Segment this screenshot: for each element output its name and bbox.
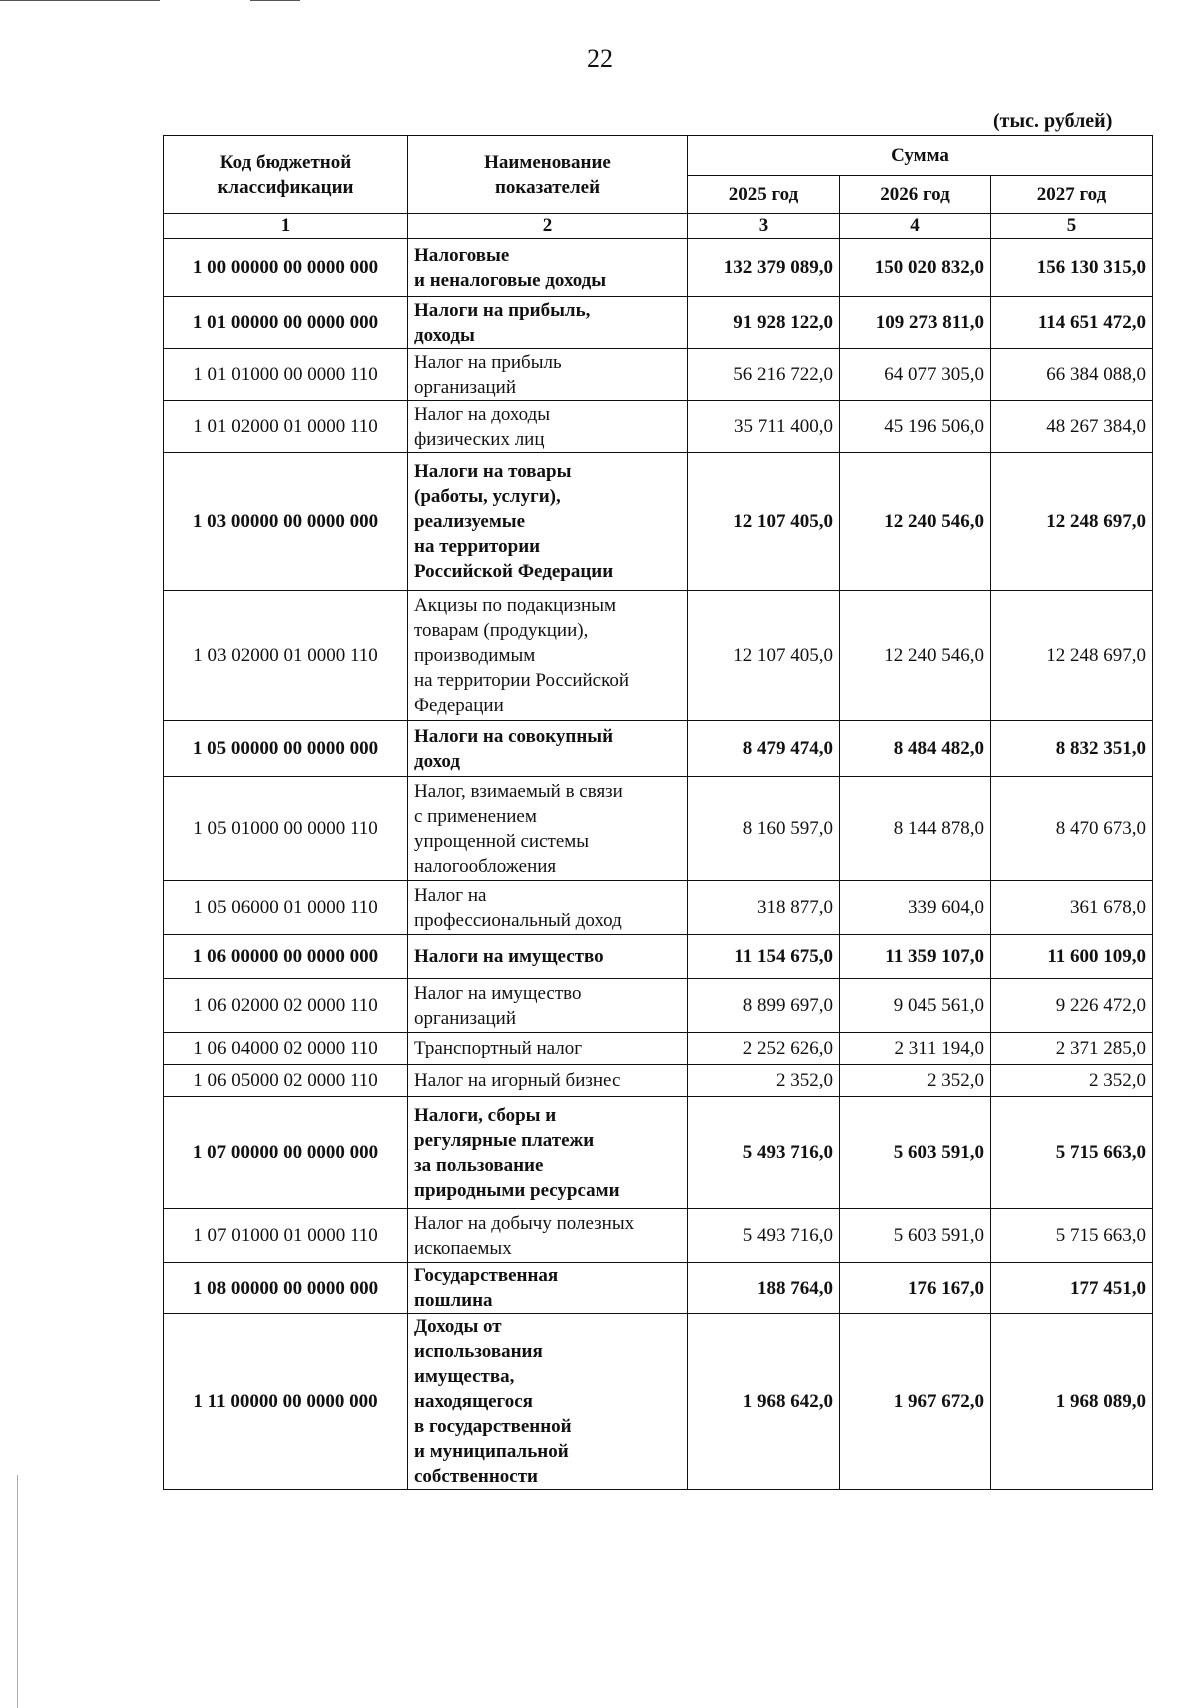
table-row [164, 297, 1153, 349]
column-number: 1 [164, 214, 408, 239]
row-amount-2025: 8 160 597,0 [688, 777, 840, 881]
row-amount-2025: 5 493 716,0 [688, 1097, 840, 1209]
row-amount-2026: 1 967 672,0 [840, 1314, 991, 1490]
row-amount-2027: 9 226 472,0 [991, 979, 1153, 1033]
row-code: 1 05 06000 01 0000 110 [164, 881, 408, 935]
table-row [164, 1314, 1153, 1490]
row-amount-2025: 1 968 642,0 [688, 1314, 840, 1490]
table-row [164, 721, 1153, 777]
row-code: 1 06 00000 00 0000 000 [164, 935, 408, 979]
units-label: (тыс. рублей) [993, 110, 1113, 132]
row-code: 1 03 00000 00 0000 000 [164, 453, 408, 591]
table-row [164, 1209, 1153, 1263]
row-amount-2025: 35 711 400,0 [688, 401, 840, 453]
row-amount-2026: 5 603 591,0 [840, 1209, 991, 1263]
row-amount-2025: 132 379 089,0 [688, 239, 840, 297]
table-row [164, 1033, 1153, 1065]
table-row [164, 777, 1153, 881]
table-row [164, 239, 1153, 297]
table-row [164, 591, 1153, 721]
row-amount-2025: 11 154 675,0 [688, 935, 840, 979]
row-code: 1 07 00000 00 0000 000 [164, 1097, 408, 1209]
row-amount-2027: 361 678,0 [991, 881, 1153, 935]
row-amount-2026: 2 311 194,0 [840, 1033, 991, 1065]
row-amount-2025: 2 352,0 [688, 1065, 840, 1097]
revenue-table [163, 135, 1153, 1490]
row-amount-2025: 12 107 405,0 [688, 453, 840, 591]
row-code: 1 08 00000 00 0000 000 [164, 1263, 408, 1314]
row-name: Государственная пошлина [408, 1263, 688, 1314]
table-row [164, 349, 1153, 401]
column-number: 5 [991, 214, 1153, 239]
table-row [164, 1263, 1153, 1314]
row-amount-2027: 5 715 663,0 [991, 1097, 1153, 1209]
row-amount-2027: 177 451,0 [991, 1263, 1153, 1314]
row-amount-2025: 91 928 122,0 [688, 297, 840, 349]
row-amount-2027: 5 715 663,0 [991, 1209, 1153, 1263]
row-amount-2027: 2 352,0 [991, 1065, 1153, 1097]
row-code: 1 05 01000 00 0000 110 [164, 777, 408, 881]
row-code: 1 06 04000 02 0000 110 [164, 1033, 408, 1065]
row-amount-2026: 109 273 811,0 [840, 297, 991, 349]
column-number: 3 [688, 214, 840, 239]
table-row [164, 1065, 1153, 1097]
column-number: 2 [408, 214, 688, 239]
header-sum: Сумма [688, 136, 1153, 176]
row-code: 1 00 00000 00 0000 000 [164, 239, 408, 297]
header-name: Наименование показателей [408, 136, 688, 214]
scan-edge-line [0, 0, 160, 1]
row-name: Доходы от использования имущества, находящегося в государственной и муниципальной собственности [408, 1314, 688, 1490]
row-amount-2026: 8 484 482,0 [840, 721, 991, 777]
header-code: Код бюджетной классификации [164, 136, 408, 214]
column-number: 4 [840, 214, 991, 239]
row-amount-2026: 150 020 832,0 [840, 239, 991, 297]
row-amount-2025: 8 479 474,0 [688, 721, 840, 777]
row-code: 1 11 00000 00 0000 000 [164, 1314, 408, 1490]
row-amount-2027: 48 267 384,0 [991, 401, 1153, 453]
row-amount-2025: 318 877,0 [688, 881, 840, 935]
row-amount-2027: 8 470 673,0 [991, 777, 1153, 881]
row-name: Налоговые и неналоговые доходы [408, 239, 688, 297]
row-amount-2026: 339 604,0 [840, 881, 991, 935]
row-amount-2025: 8 899 697,0 [688, 979, 840, 1033]
row-amount-2027: 114 651 472,0 [991, 297, 1153, 349]
row-name: Налоги на совокупный доход [408, 721, 688, 777]
row-name: Налог на имущество организаций [408, 979, 688, 1033]
row-code: 1 01 02000 01 0000 110 [164, 401, 408, 453]
row-name: Налог на игорный бизнес [408, 1065, 688, 1097]
row-amount-2026: 176 167,0 [840, 1263, 991, 1314]
row-code: 1 07 01000 01 0000 110 [164, 1209, 408, 1263]
table-body [164, 239, 1153, 1490]
row-name: Налог на прибыль организаций [408, 349, 688, 401]
row-name: Налоги на имущество [408, 935, 688, 979]
row-amount-2026: 5 603 591,0 [840, 1097, 991, 1209]
table-row [164, 979, 1153, 1033]
row-amount-2026: 9 045 561,0 [840, 979, 991, 1033]
row-amount-2026: 8 144 878,0 [840, 777, 991, 881]
row-name: Налог, взимаемый в связи с применением упрощенной системы налогообложения [408, 777, 688, 881]
row-code: 1 01 01000 00 0000 110 [164, 349, 408, 401]
row-name: Налог на доходы физических лиц [408, 401, 688, 453]
row-amount-2025: 2 252 626,0 [688, 1033, 840, 1065]
row-name: Налог на профессиональный доход [408, 881, 688, 935]
row-amount-2025: 12 107 405,0 [688, 591, 840, 721]
row-code: 1 01 00000 00 0000 000 [164, 297, 408, 349]
table-row [164, 401, 1153, 453]
header-year-2027: 2027 год [991, 176, 1153, 214]
row-amount-2027: 12 248 697,0 [991, 591, 1153, 721]
row-amount-2026: 2 352,0 [840, 1065, 991, 1097]
row-amount-2026: 12 240 546,0 [840, 453, 991, 591]
row-amount-2026: 12 240 546,0 [840, 591, 991, 721]
scan-edge-line [17, 1475, 18, 1708]
row-amount-2026: 64 077 305,0 [840, 349, 991, 401]
row-name: Налоги на товары (работы, услуги), реализуемые на территории Российской Федерации [408, 453, 688, 591]
header-year-2026: 2026 год [840, 176, 991, 214]
row-amount-2026: 11 359 107,0 [840, 935, 991, 979]
header-year-2025: 2025 год [688, 176, 840, 214]
row-amount-2027: 66 384 088,0 [991, 349, 1153, 401]
page-number: 22 [587, 44, 613, 73]
row-amount-2025: 56 216 722,0 [688, 349, 840, 401]
row-amount-2027: 8 832 351,0 [991, 721, 1153, 777]
row-amount-2026: 45 196 506,0 [840, 401, 991, 453]
row-name: Транспортный налог [408, 1033, 688, 1065]
table-row [164, 1097, 1153, 1209]
row-code: 1 05 00000 00 0000 000 [164, 721, 408, 777]
row-name: Акцизы по подакцизным товарам (продукции), производимым на территории Российской Федерации [408, 591, 688, 721]
row-code: 1 06 05000 02 0000 110 [164, 1065, 408, 1097]
row-name: Налоги, сборы и регулярные платежи за пользование природными ресурсами [408, 1097, 688, 1209]
row-amount-2027: 156 130 315,0 [991, 239, 1153, 297]
row-amount-2027: 12 248 697,0 [991, 453, 1153, 591]
row-code: 1 03 02000 01 0000 110 [164, 591, 408, 721]
row-amount-2027: 1 968 089,0 [991, 1314, 1153, 1490]
row-amount-2025: 188 764,0 [688, 1263, 840, 1314]
row-name: Налоги на прибыль, доходы [408, 297, 688, 349]
row-amount-2027: 11 600 109,0 [991, 935, 1153, 979]
row-amount-2027: 2 371 285,0 [991, 1033, 1153, 1065]
row-amount-2025: 5 493 716,0 [688, 1209, 840, 1263]
row-name: Налог на добычу полезных ископаемых [408, 1209, 688, 1263]
scan-edge-line [250, 0, 300, 1]
table-row [164, 881, 1153, 935]
row-code: 1 06 02000 02 0000 110 [164, 979, 408, 1033]
table-row [164, 453, 1153, 591]
table-row [164, 935, 1153, 979]
